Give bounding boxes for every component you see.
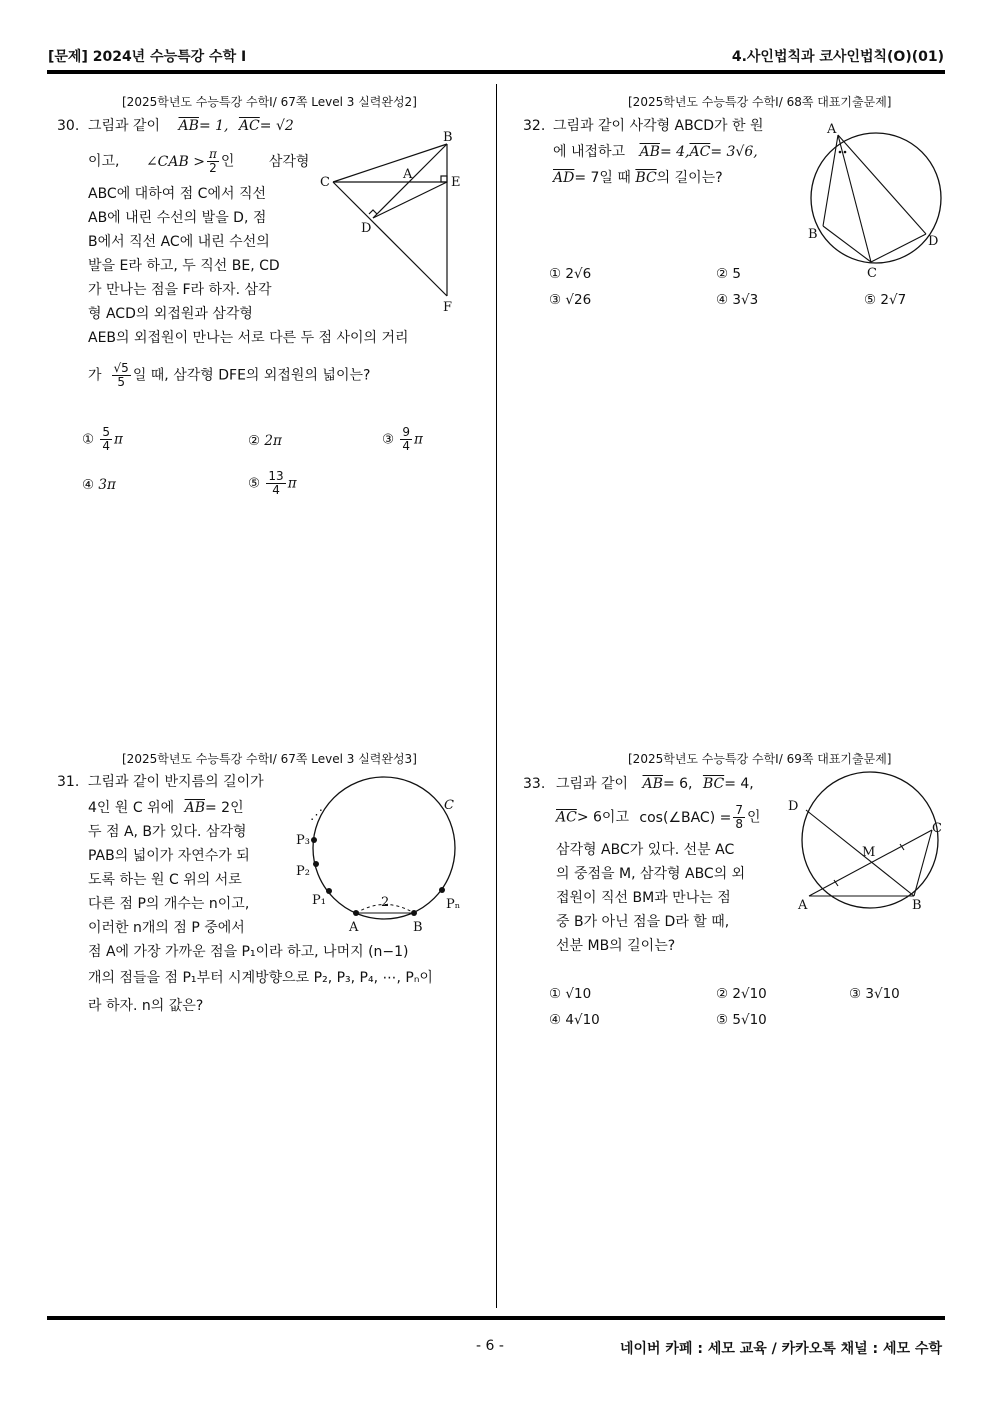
q30-label-a: A xyxy=(403,167,413,182)
column-divider xyxy=(496,84,497,1308)
q31-number: 31. xyxy=(57,774,80,790)
q30-source: [2025학년도 수능특강 수학Ⅰ/ 67쪽 Level 3 실력완성2] xyxy=(122,95,417,109)
q30-segment-cb xyxy=(333,144,447,182)
q32-figure xyxy=(802,118,950,280)
q30-choice-4[interactable]: ④ 3π xyxy=(82,477,116,493)
q33-line6: 중 B가 아닌 점을 D라 할 때, xyxy=(556,914,730,930)
q32-angle-mark-2 xyxy=(844,151,847,154)
q32-choice-2[interactable]: ② 5 xyxy=(716,266,741,282)
header-title: [문제] 2024년 수능특강 수학 I xyxy=(48,49,247,65)
q33-choice-2[interactable]: ② 2√10 xyxy=(716,986,767,1002)
q33-side-ac xyxy=(809,830,932,896)
q30-right-angle-e xyxy=(441,176,447,182)
q32-choice-5[interactable]: ⑤ 2√7 xyxy=(864,292,907,308)
q33-label-d: D xyxy=(788,799,799,814)
q30-number: 30. xyxy=(57,118,80,134)
q30-label-b: B xyxy=(443,130,453,145)
q31-line2: 4인 원 C 위에 $\overline{AB}= 2$인 xyxy=(88,800,244,816)
footer-channel: 네이버 카페 : 세모 교육 / 카카오톡 채널 : 세모 수학 xyxy=(619,1341,942,1357)
q31-label-b: B xyxy=(413,920,423,935)
q31-label-p2: P₂ xyxy=(296,864,310,879)
q30-choice-2[interactable]: ② 2π xyxy=(248,433,282,449)
footer-rule xyxy=(47,1316,945,1320)
q30-line1: 그림과 같이 $\overline{AB}= 1$, $\overline{AC}= √2$ xyxy=(88,118,294,134)
q31-line8: 점 A에 가장 가까운 점을 P₁이라 하고, 나머지 (n−1) xyxy=(88,944,409,960)
q31-label-p1: P₁ xyxy=(312,893,326,908)
q32-circle xyxy=(811,133,941,263)
q31-point-p3 xyxy=(311,837,317,843)
q33-choice-1[interactable]: ① √10 xyxy=(549,986,592,1002)
q33-label-b: B xyxy=(912,898,922,913)
q30-line10: 가 $\frac{√5}{5}$ 일 때, 삼각형 DFE의 외접원의 넓이는? xyxy=(88,361,371,389)
q30-line6: 발을 E라 하고, 두 직선 BE, CD xyxy=(88,258,280,274)
q32-line1: 그림과 같이 사각형 ABCD가 한 원 xyxy=(553,118,764,134)
q33-line3: 삼각형 ABC가 있다. 선분 AC xyxy=(556,842,735,858)
q30-line9: AEB의 외접원이 만나는 서로 다른 두 점 사이의 거리 xyxy=(88,330,409,346)
q33-line7: 선분 MB의 길이는? xyxy=(556,938,676,954)
q30-segment-de xyxy=(373,182,447,218)
q30-segment-cf xyxy=(333,182,447,296)
q32-angle-mark-1 xyxy=(839,151,842,154)
q31-point-b xyxy=(411,910,417,916)
q31-point-pn xyxy=(439,887,445,893)
q31-label-p3: P₃ xyxy=(296,833,310,848)
q32-choice-1[interactable]: ① 2√6 xyxy=(549,266,592,282)
q33-choice-4[interactable]: ④ 4√10 xyxy=(549,1012,600,1028)
q31-line7: 이러한 n개의 점 P 중에서 xyxy=(88,920,245,936)
q30-figure xyxy=(315,126,485,316)
q31-point-a xyxy=(353,910,359,916)
q31-line9: 개의 점들을 점 P₁부터 시계방향으로 P₂, P₃, P₄, ⋯, Pₙ이 xyxy=(88,970,433,986)
q30-line2: 이고, ∠CAB > $\frac{\pi}{2}$ 인 삼각형 xyxy=(88,147,310,175)
q33-label-m: M xyxy=(862,845,876,860)
q32-source: [2025학년도 수능특강 수학Ⅰ/ 68쪽 대표기출문제] xyxy=(628,95,892,109)
q30-label-e: E xyxy=(451,175,461,190)
q30-choice-1[interactable]: ① $\frac{5}{4}$ π xyxy=(82,425,123,453)
q30-label-c: C xyxy=(320,175,330,190)
q31-line1: 그림과 같이 반지름의 길이가 xyxy=(88,774,264,790)
q30-line3: ABC에 대하여 점 C에서 직선 xyxy=(88,186,267,202)
q30-choice-3[interactable]: ③ $\frac{9}{4}$ π xyxy=(382,425,423,453)
q31-label-two: 2 xyxy=(381,895,390,910)
q32-choice-4[interactable]: ④ 3√3 xyxy=(716,292,759,308)
q33-number: 33. xyxy=(523,776,546,792)
q32-label-a: A xyxy=(827,122,837,137)
q31-line5: 도록 하는 원 C 위의 서로 xyxy=(88,872,242,888)
q33-label-a: A xyxy=(798,898,808,913)
q32-line3: $\overline{AD}= 7$일 때 $\overline{BC}$의 길이는? xyxy=(553,170,723,186)
q32-number: 32. xyxy=(523,118,546,134)
q33-line4: 의 중점을 M, 삼각형 ABC의 외 xyxy=(556,866,746,882)
q31-figure xyxy=(296,772,476,937)
q31-line3: 두 점 A, B가 있다. 삼각형 xyxy=(88,824,247,840)
q32-choice-3[interactable]: ③ √26 xyxy=(549,292,592,308)
q31-point-p1 xyxy=(326,888,332,894)
q33-line-bd xyxy=(806,810,914,896)
q31-line4: PAB의 넓이가 자연수가 되 xyxy=(88,848,250,864)
q33-figure xyxy=(786,770,946,918)
q30-line4: AB에 내린 수선의 발을 D, 점 xyxy=(88,210,267,226)
q33-choice-5[interactable]: ⑤ 5√10 xyxy=(716,1012,767,1028)
q30-line8: 형 ACD의 외접원과 삼각형 xyxy=(88,306,253,322)
q31-line6: 다른 점 P의 개수는 n이고, xyxy=(88,896,250,912)
q31-label-pn: Pₙ xyxy=(446,897,461,912)
q31-line10: 라 하자. n의 값은? xyxy=(88,998,204,1014)
q33-side-bc xyxy=(914,830,932,896)
q31-label-dots: ⋰ xyxy=(310,808,323,823)
q30-label-f: F xyxy=(443,300,453,315)
q31-label-a: A xyxy=(349,920,359,935)
q33-source: [2025학년도 수능특강 수학Ⅰ/ 69쪽 대표기출문제] xyxy=(628,752,892,766)
q31-label-c: C xyxy=(444,798,454,813)
q30-label-d: D xyxy=(361,221,372,236)
q32-label-b: B xyxy=(808,227,818,242)
q32-label-d: D xyxy=(928,234,939,249)
q33-line5: 접원이 직선 BM과 만나는 점 xyxy=(556,890,731,906)
q30-right-angle-d xyxy=(369,210,377,214)
header-chapter: 4.사인법칙과 코사인법칙(O)(01) xyxy=(731,49,944,65)
footer-page-number: - 6 - xyxy=(476,1338,504,1354)
q31-source: [2025학년도 수능특강 수학Ⅰ/ 67쪽 Level 3 실력완성3] xyxy=(122,752,417,766)
q30-line5: B에서 직선 AC에 내린 수선의 xyxy=(88,234,270,250)
q33-line1: 그림과 같이 $\overline{AB}= 6$, $\overline{BC}= 4$, xyxy=(556,776,754,792)
q32-label-c: C xyxy=(867,266,877,280)
q33-circle xyxy=(802,772,938,908)
q33-label-c: C xyxy=(932,821,942,836)
q32-line2: 에 내접하고 $\overline{AB}= 4,\overline{AC}= 3√6$, xyxy=(553,144,758,160)
q32-side-ab xyxy=(823,135,838,226)
q30-line7: 가 만나는 점을 F라 하자. 삼각 xyxy=(88,282,272,298)
q33-choice-3[interactable]: ③ 3√10 xyxy=(849,986,900,1002)
q33-line2: $\overline{AC}> 6$이고 cos(∠BAC) = $\frac{7}{8}$ 인 xyxy=(556,803,761,831)
q30-choice-5[interactable]: ⑤ $\frac{13}{4}$ π xyxy=(248,469,297,497)
header-rule xyxy=(47,70,945,74)
q31-point-p2 xyxy=(313,861,319,867)
